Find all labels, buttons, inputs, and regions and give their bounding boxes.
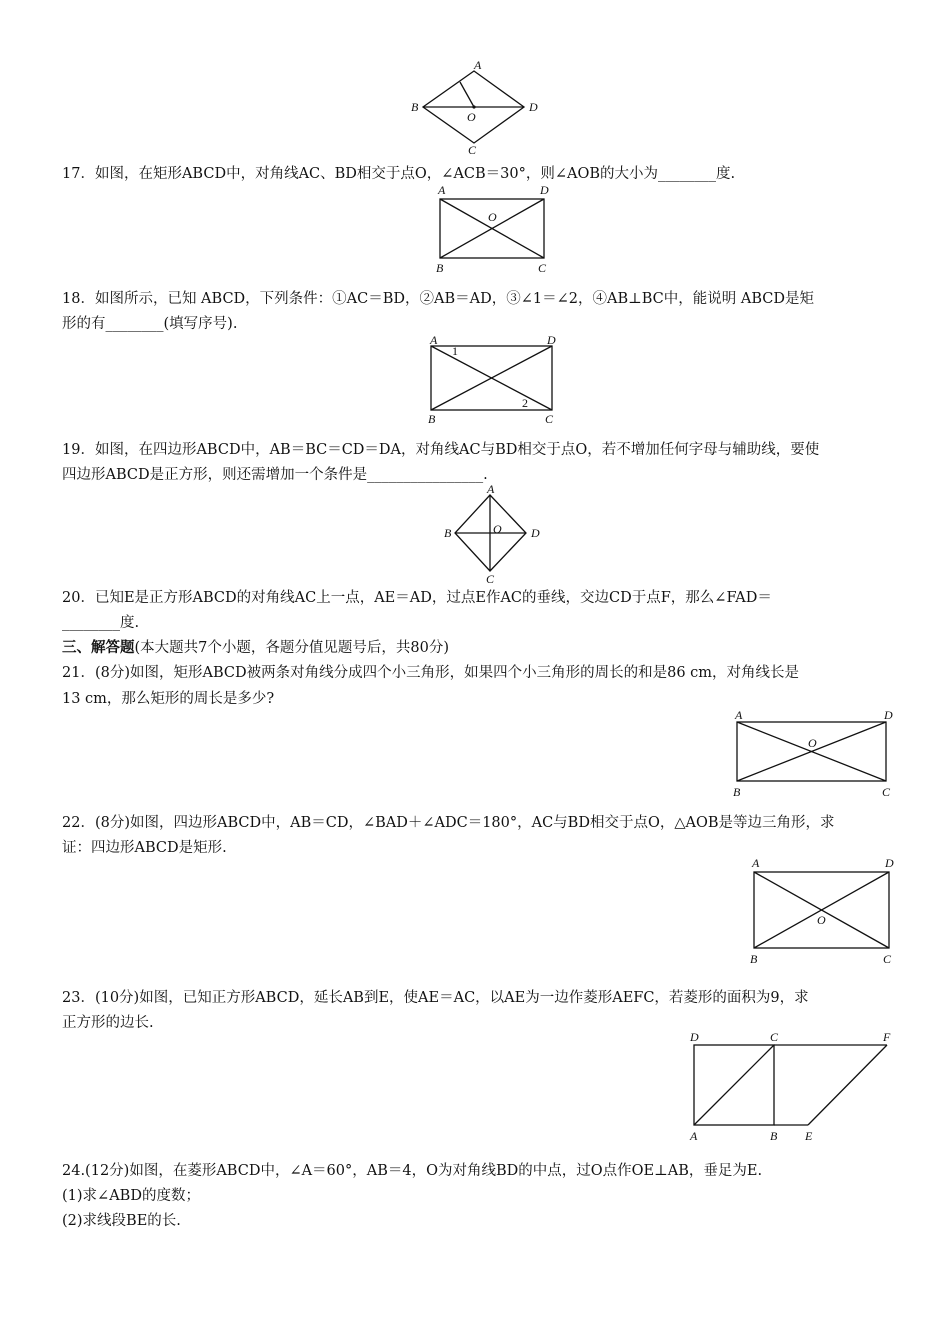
- question-21-line-1: 21．(8分)如图，矩形ABCD被两条对角线分成四个小三角形，如果四个小三角形的周长的和是86 cm，对角线长是: [62, 665, 800, 681]
- label-d: D: [531, 526, 540, 540]
- label-b: B: [444, 526, 452, 540]
- label-c: C: [770, 1030, 779, 1044]
- question-24-line-3: (2)求线段BE的长.: [62, 1213, 181, 1229]
- label-o: O: [467, 110, 476, 124]
- label-d: D: [540, 183, 549, 197]
- label-o: O: [817, 913, 826, 927]
- label-c: C: [883, 952, 892, 966]
- label-b: B: [411, 100, 419, 114]
- question-22-line-2: 证：四边形ABCD是矩形.: [62, 840, 227, 856]
- label-b: B: [770, 1129, 778, 1143]
- question-22-line-1: 22．(8分)如图，四边形ABCD中，AB＝CD，∠BAD＋∠ADC＝180°，AC与BD相交于点O，△AOB是等边三角形，求: [62, 815, 835, 831]
- label-e: E: [805, 1129, 813, 1143]
- label-a: A: [474, 58, 482, 72]
- question-19-line-2: 四边形ABCD是正方形，则还需增加一个条件是________________.: [62, 467, 488, 483]
- angle-1-label: 1: [452, 344, 458, 358]
- label-c: C: [882, 785, 891, 799]
- section-3-title: 三、解答题: [62, 639, 135, 656]
- label-f: F: [883, 1030, 891, 1044]
- label-b: B: [750, 952, 758, 966]
- label-a: A: [735, 708, 743, 722]
- label-c: C: [538, 261, 547, 275]
- label-d: D: [690, 1030, 699, 1044]
- label-o: O: [488, 210, 497, 224]
- question-24-line-2: (1)求∠ABD的度数；: [62, 1188, 200, 1204]
- label-d: D: [547, 333, 556, 347]
- label-d: D: [885, 856, 894, 870]
- label-o: O: [808, 736, 817, 750]
- label-a: A: [438, 183, 446, 197]
- label-a: A: [690, 1129, 698, 1143]
- question-19-line-1: 19．如图，在四边形ABCD中，AB＝BC＝CD＝DA，对角线AC与BD相交于点O，若不增加任何字母与辅助线，要使: [62, 442, 820, 458]
- section-3-note: (本大题共7个小题，各题分值见题号后，共80分): [134, 640, 449, 656]
- label-b: B: [733, 785, 741, 799]
- question-24-line-1: 24.(12分)如图，在菱形ABCD中，∠A＝60°，AB＝4，O为对角线BD的中点，过O点作OE⊥AB，垂足为E.: [62, 1163, 763, 1179]
- question-23-line-1: 23．(10分)如图，已知正方形ABCD，延长AB到E，使AE＝AC，以AE为一边作菱形AEFC，若菱形的面积为9，求: [62, 990, 809, 1006]
- label-a: A: [752, 856, 760, 870]
- label-d: D: [884, 708, 893, 722]
- label-a: A: [487, 482, 495, 496]
- label-c: C: [486, 572, 495, 586]
- label-a: A: [430, 333, 438, 347]
- label-c: C: [545, 412, 554, 426]
- question-20-line-2: ________度.: [62, 615, 140, 631]
- angle-2-label: 2: [522, 396, 528, 410]
- question-23-line-2: 正方形的边长.: [62, 1015, 154, 1031]
- question-21-line-2: 13 cm，那么矩形的周长是多少?: [62, 691, 275, 707]
- label-b: B: [428, 412, 436, 426]
- label-o: O: [493, 522, 502, 536]
- label-c: C: [468, 143, 477, 157]
- question-18-line-2: 形的有________(填写序号).: [62, 316, 238, 332]
- label-d: D: [529, 100, 538, 114]
- question-17: 17．如图，在矩形ABCD中，对角线AC、BD相交于点O，∠ACB＝30°，则∠AOB的大小为________度.: [62, 166, 736, 182]
- label-b: B: [436, 261, 444, 275]
- question-18-line-1: 18．如图所示，已知 ABCD，下列条件：①AC＝BD，②AB＝AD，③∠1＝∠2，④AB⊥BC中，能说明 ABCD是矩: [62, 291, 815, 307]
- question-20-line-1: 20．已知E是正方形ABCD的对角线AC上一点，AE＝AD，过点E作AC的垂线，交边CD于点F，那么∠FAD＝: [62, 590, 772, 606]
